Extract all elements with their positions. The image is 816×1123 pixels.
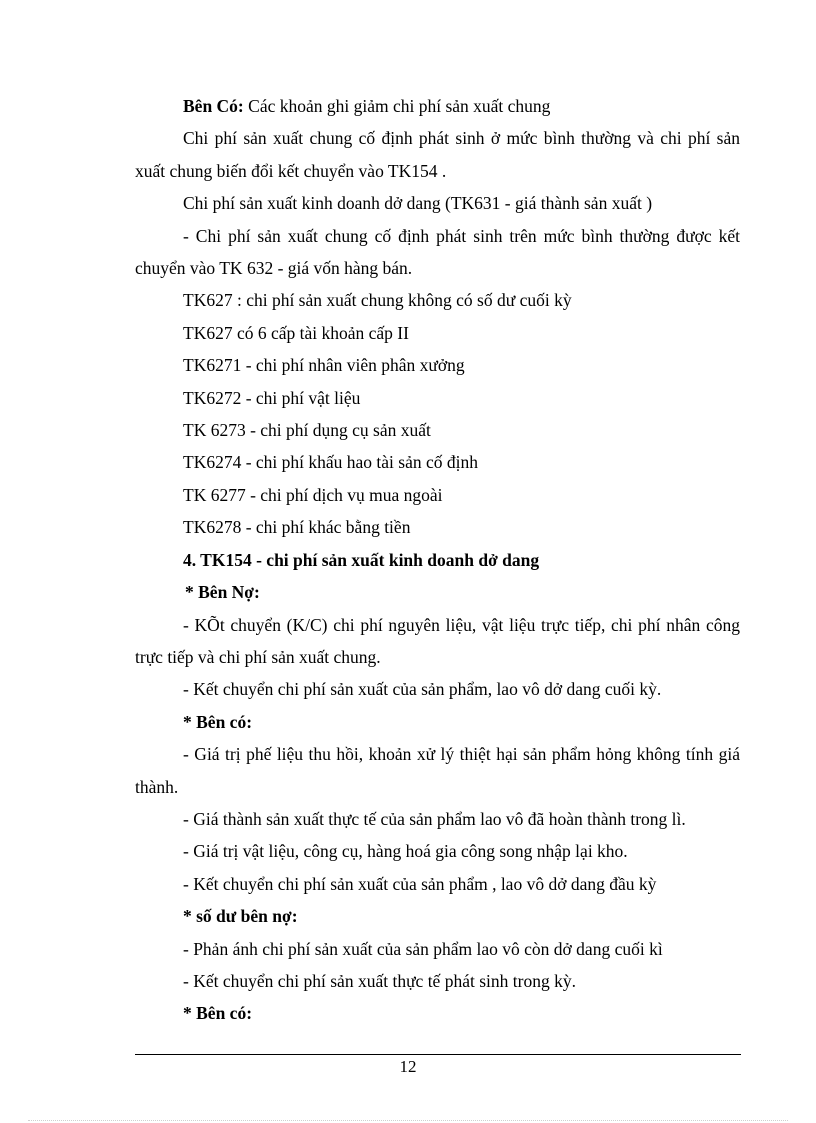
paragraph-wip-beginning: - Kết chuyển chi phí sản xuất của sản phẩm , lao vô dở dang đầu kỳ [183,873,657,894]
list-item: TK6272 - chi phí vật liệu [183,387,361,408]
paragraph-actual-cost: - Giá thành sản xuất thực tế của sản phẩm lao vô đã hoàn thành trong lì. [183,808,686,829]
footer-divider [135,1054,741,1055]
subheading-debit-side: * Bên Nợ: [185,582,260,603]
subheading-credit-side: * Bên có: [183,711,253,732]
section-heading-tk154: 4. TK154 - chi phí sản xuất kinh doanh dở dang [183,549,540,570]
list-item: TK 6277 - chi phí dịch vụ mua ngoài [183,484,443,505]
paragraph-tk627-levels: TK627 có 6 cấp tài khoản cấp II [183,322,409,343]
subheading-debit-balance: * số dư bên nợ: [183,906,298,927]
paragraph-reflect-wip: - Phản ánh chi phí sản xuất của sản phẩm lao vô còn dở dang cuối kì [183,938,663,959]
list-item: TK6278 - chi phí khác bằng tiền [183,517,411,538]
paragraph-debit-wip-end: - Kết chuyển chi phí sản xuất của sản phẩm, lao vô dở dang cuối kỳ. [183,679,662,700]
list-item: TK6271 - chi phí nhân viên phân xưởng [183,355,465,376]
page-number: 12 [399,1057,417,1076]
list-item: TK6274 - chi phí khấu hao tài sản cố định [183,452,479,473]
credit-side-text: Các khoản ghi giảm chi phí sản xuất chung [243,96,551,116]
list-item: TK 6273 - chi phí dụng cụ sản xuất [183,420,431,441]
document-body [135,90,740,1030]
paragraph-wip-costs: Chi phí sản xuất kinh doanh dở dang (TK631 - giá thành sản xuất ) [183,193,653,214]
paragraph-scrap-value: - Giá trị phế liệu thu hồi, khoản xử lý thiệt hại sản phẩm hỏng không tính giá thành. [135,744,740,797]
paragraph-above-normal: - Chi phí sản xuất chung cố định phát sinh trên mức bình thường được kết chuyển vào TK 632 - giá vốn hàng bán. [135,225,740,279]
subheading-credit-side-2: * Bên có: [183,1003,253,1024]
credit-side-label: Bên Có: [183,96,244,116]
paragraph-debit-transfer: - KÕt chuyển (K/C) chi phí nguyên liệu, vật liệu trực tiếp, chi phí nhân công trực tiếp và chi phí sản xuất chung. [135,614,740,667]
paragraph-transfer-actual: - Kết chuyển chi phí sản xuất thực tế phát sinh trong kỳ. [183,970,576,991]
paragraph-credit-side [135,90,740,122]
paragraph-fixed-overhead: Chi phí sản xuất chung cố định phát sinh ở mức bình thường và chi phí sản xuất chung biến đổi kết chuyển vào TK154 . [135,128,740,181]
page-bottom-border [28,1120,788,1121]
paragraph-tk627-balance: TK627 : chi phí sản xuất chung không có số dư cuối kỳ [183,290,572,311]
paragraph-materials-returned: - Giá trị vật liệu, công cụ, hàng hoá gia công song nhập lại kho. [183,841,628,862]
